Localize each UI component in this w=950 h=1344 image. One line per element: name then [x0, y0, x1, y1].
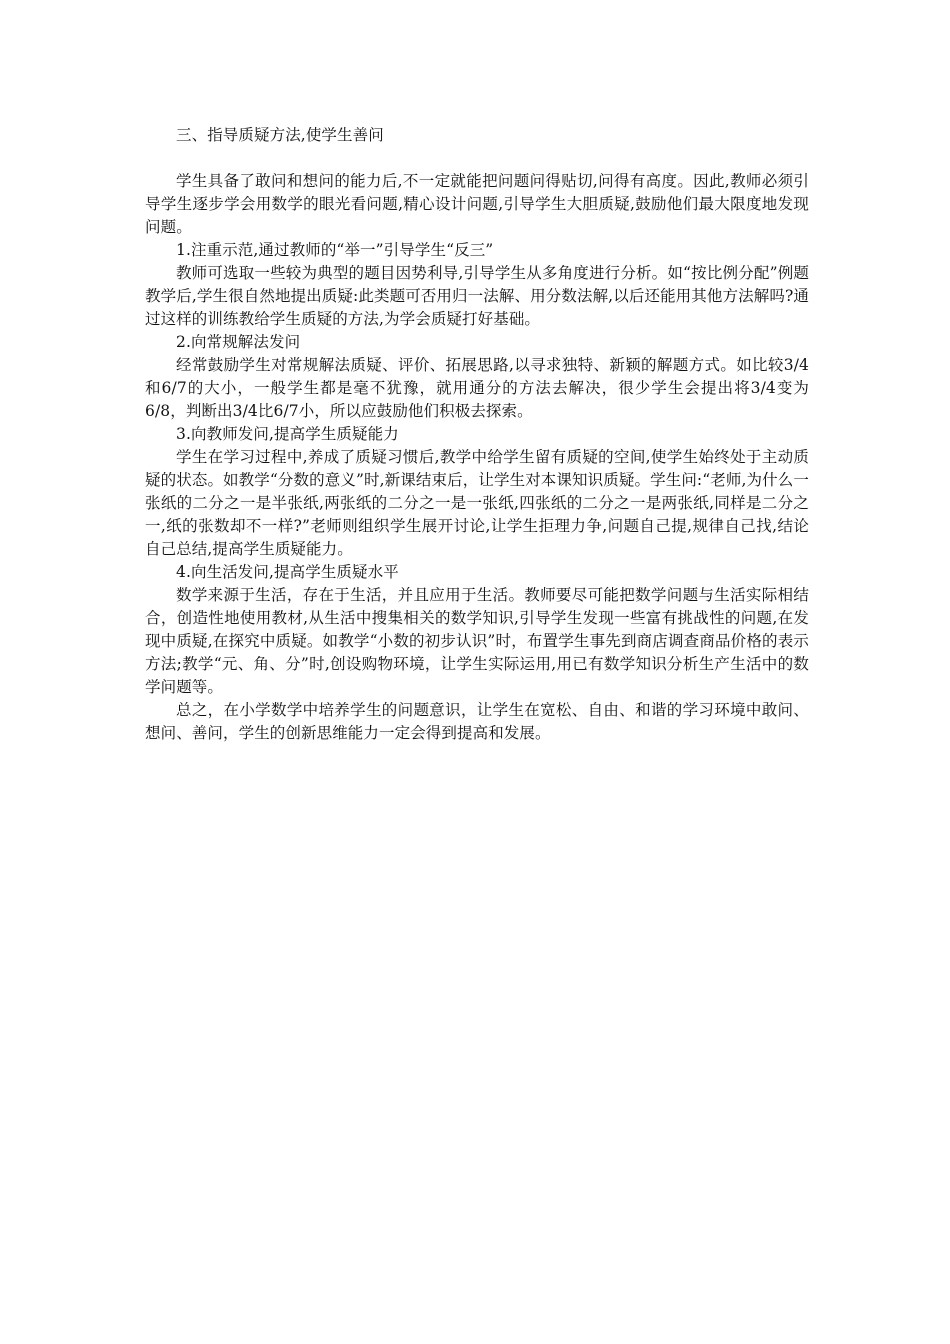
intro-paragraph: 学生具备了敢问和想问的能力后,不一定就能把问题问得贴切,问得有高度。因此,教师必须引导学生逐步学会用数学的眼光看问题,精心设计问题,引导学生大胆质疑,鼓励他们最大限度地发现问题。: [145, 172, 809, 236]
point-body-1: 教师可选取一些较为典型的题目因势利导,引导学生从多角度进行分析。如“按比例分配”例题教学后,学生很自然地提出质疑:此类题可否用归一法解、用分数法解,以后还能用其他方法解吗?通过这样的训练教给学生质疑的方法,为学会质疑打好基础。: [145, 264, 809, 328]
point-heading-1: 1.注重示范,通过教师的“举一”引导学生“反三”: [176, 241, 494, 259]
point-body-4: 数学来源于生活，存在于生活，并且应用于生活。教师要尽可能把数学问题与生活实际相结合，创造性地使用教材,从生活中搜集相关的数学知识,引导学生发现一些富有挑战性的问题,在发现中质疑,在探究中质疑。如教学“小数的初步认识”时，布置学生事先到商店调查商品价格的表示方法;教学“元、角、分”时,创设购物环境，让学生实际运用,用已有数学知识分析生产生活中的数学问题等。: [145, 586, 809, 696]
section-title: 三、指导质疑方法,使学生善问: [176, 126, 384, 144]
point-body-3: 学生在学习过程中,养成了质疑习惯后,教学中给学生留有质疑的空间,使学生始终处于主动质疑的状态。如教学“分数的意义”时,新课结束后，让学生对本课知识质疑。学生问:“老师,为什么一张纸的二分之一是半张纸,两张纸的二分之一是一张纸,四张纸的二分之一是两张纸,同样是二分之一,纸的张数却不一样?”老师则组织学生展开讨论,让学生拒理力争,问题自己提,规律自己找,结论自己总结,提高学生质疑能力。: [145, 448, 809, 558]
conclusion-paragraph: 总之，在小学数学中培养学生的问题意识，让学生在宽松、自由、和谐的学习环境中敢问、想问、善问，学生的创新思维能力一定会得到提高和发展。: [145, 701, 809, 742]
point-heading-4: 4.向生活发问,提高学生质疑水平: [176, 563, 399, 581]
point-heading-2: 2.向常规解法发问: [176, 333, 301, 351]
point-body-2: 经常鼓励学生对常规解法质疑、评价、拓展思路,以寻求独特、新颖的解题方式。如比较3/4和6/7的大小，一般学生都是毫不犹豫，就用通分的方法去解决，很少学生会提出将3/4变为6/8，判断出3/4比6/7小，所以应鼓励他们积极去探索。: [145, 356, 809, 420]
point-heading-3: 3.向教师发问,提高学生质疑能力: [176, 425, 399, 443]
document-body: [145, 124, 809, 745]
